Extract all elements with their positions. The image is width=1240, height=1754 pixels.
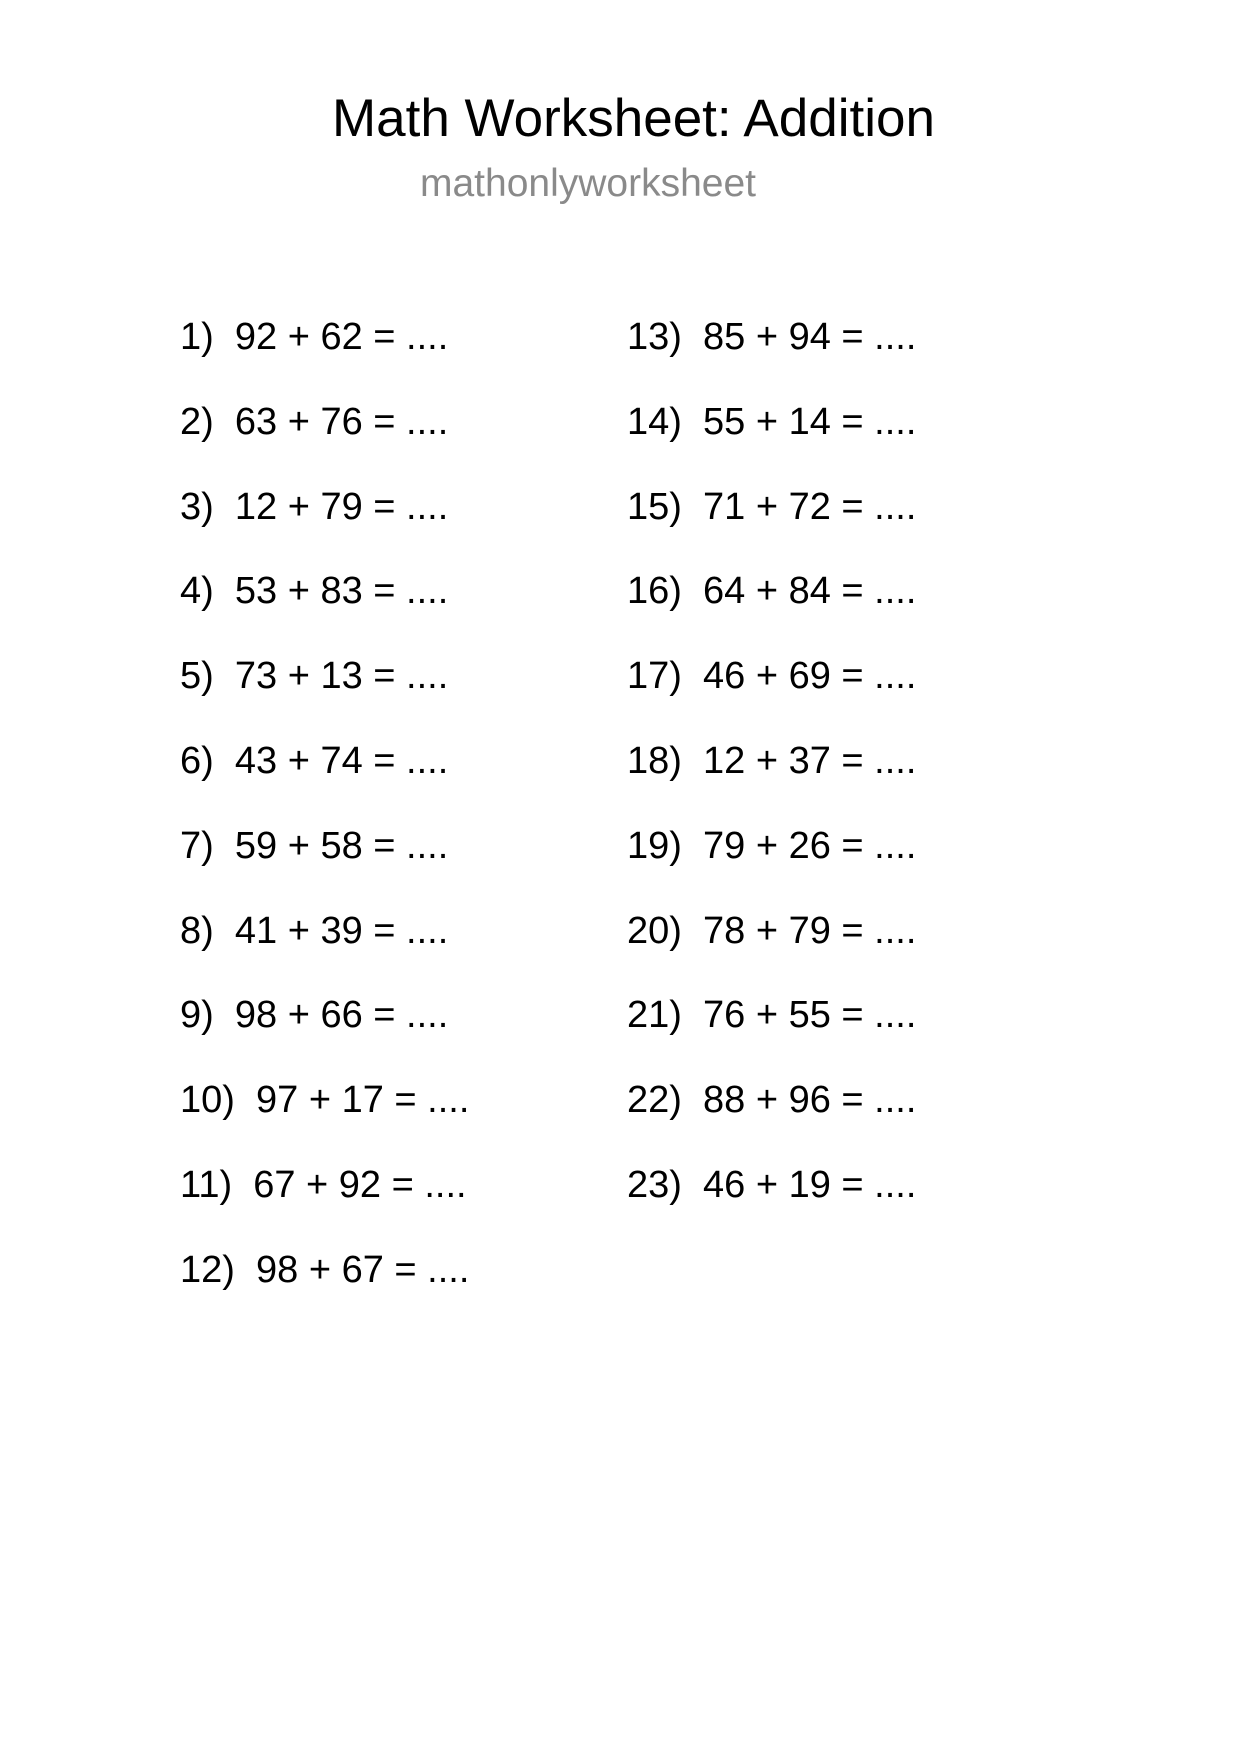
problem-item: 15) 71 + 72 = ....: [627, 485, 917, 528]
problem-item: 3) 12 + 79 = ....: [180, 485, 449, 528]
problems-left-column: [180, 314, 469, 1332]
problem-item: 8) 41 + 39 = ....: [180, 909, 449, 952]
problem-item: 7) 59 + 58 = ....: [180, 824, 449, 867]
problem-item: 19) 79 + 26 = ....: [627, 824, 917, 867]
problem-item: 2) 63 + 76 = ....: [180, 400, 449, 443]
problem-item: 12) 98 + 67 = ....: [180, 1248, 470, 1291]
worksheet-title: Math Worksheet: Addition: [332, 89, 935, 148]
problem-item: 6) 43 + 74 = ....: [180, 739, 449, 782]
problem-item: 20) 78 + 79 = ....: [627, 909, 917, 952]
worksheet-subtitle: mathonlyworksheet: [420, 162, 756, 205]
problem-item: 22) 88 + 96 = ....: [627, 1079, 917, 1122]
problem-item: 1) 92 + 62 = ....: [180, 316, 449, 358]
problem-item: 17) 46 + 69 = ....: [627, 655, 917, 698]
problem-item: 14) 55 + 14 = ....: [627, 400, 917, 443]
problem-item: 5) 73 + 13 = ....: [180, 655, 449, 698]
problem-item: 23) 46 + 19 = ....: [627, 1163, 917, 1206]
problem-item: 4) 53 + 83 = ....: [180, 570, 449, 613]
problems-right-column: [627, 314, 916, 1247]
problem-item: 9) 98 + 66 = ....: [180, 994, 449, 1037]
problem-item: 18) 12 + 37 = ....: [627, 739, 917, 782]
problem-item: 21) 76 + 55 = ....: [627, 994, 917, 1037]
problem-item: 13) 85 + 94 = ....: [627, 316, 917, 358]
problem-item: 10) 97 + 17 = ....: [180, 1079, 470, 1122]
problem-item: 16) 64 + 84 = ....: [627, 570, 917, 613]
problem-item: 11) 67 + 92 = ....: [180, 1163, 467, 1206]
